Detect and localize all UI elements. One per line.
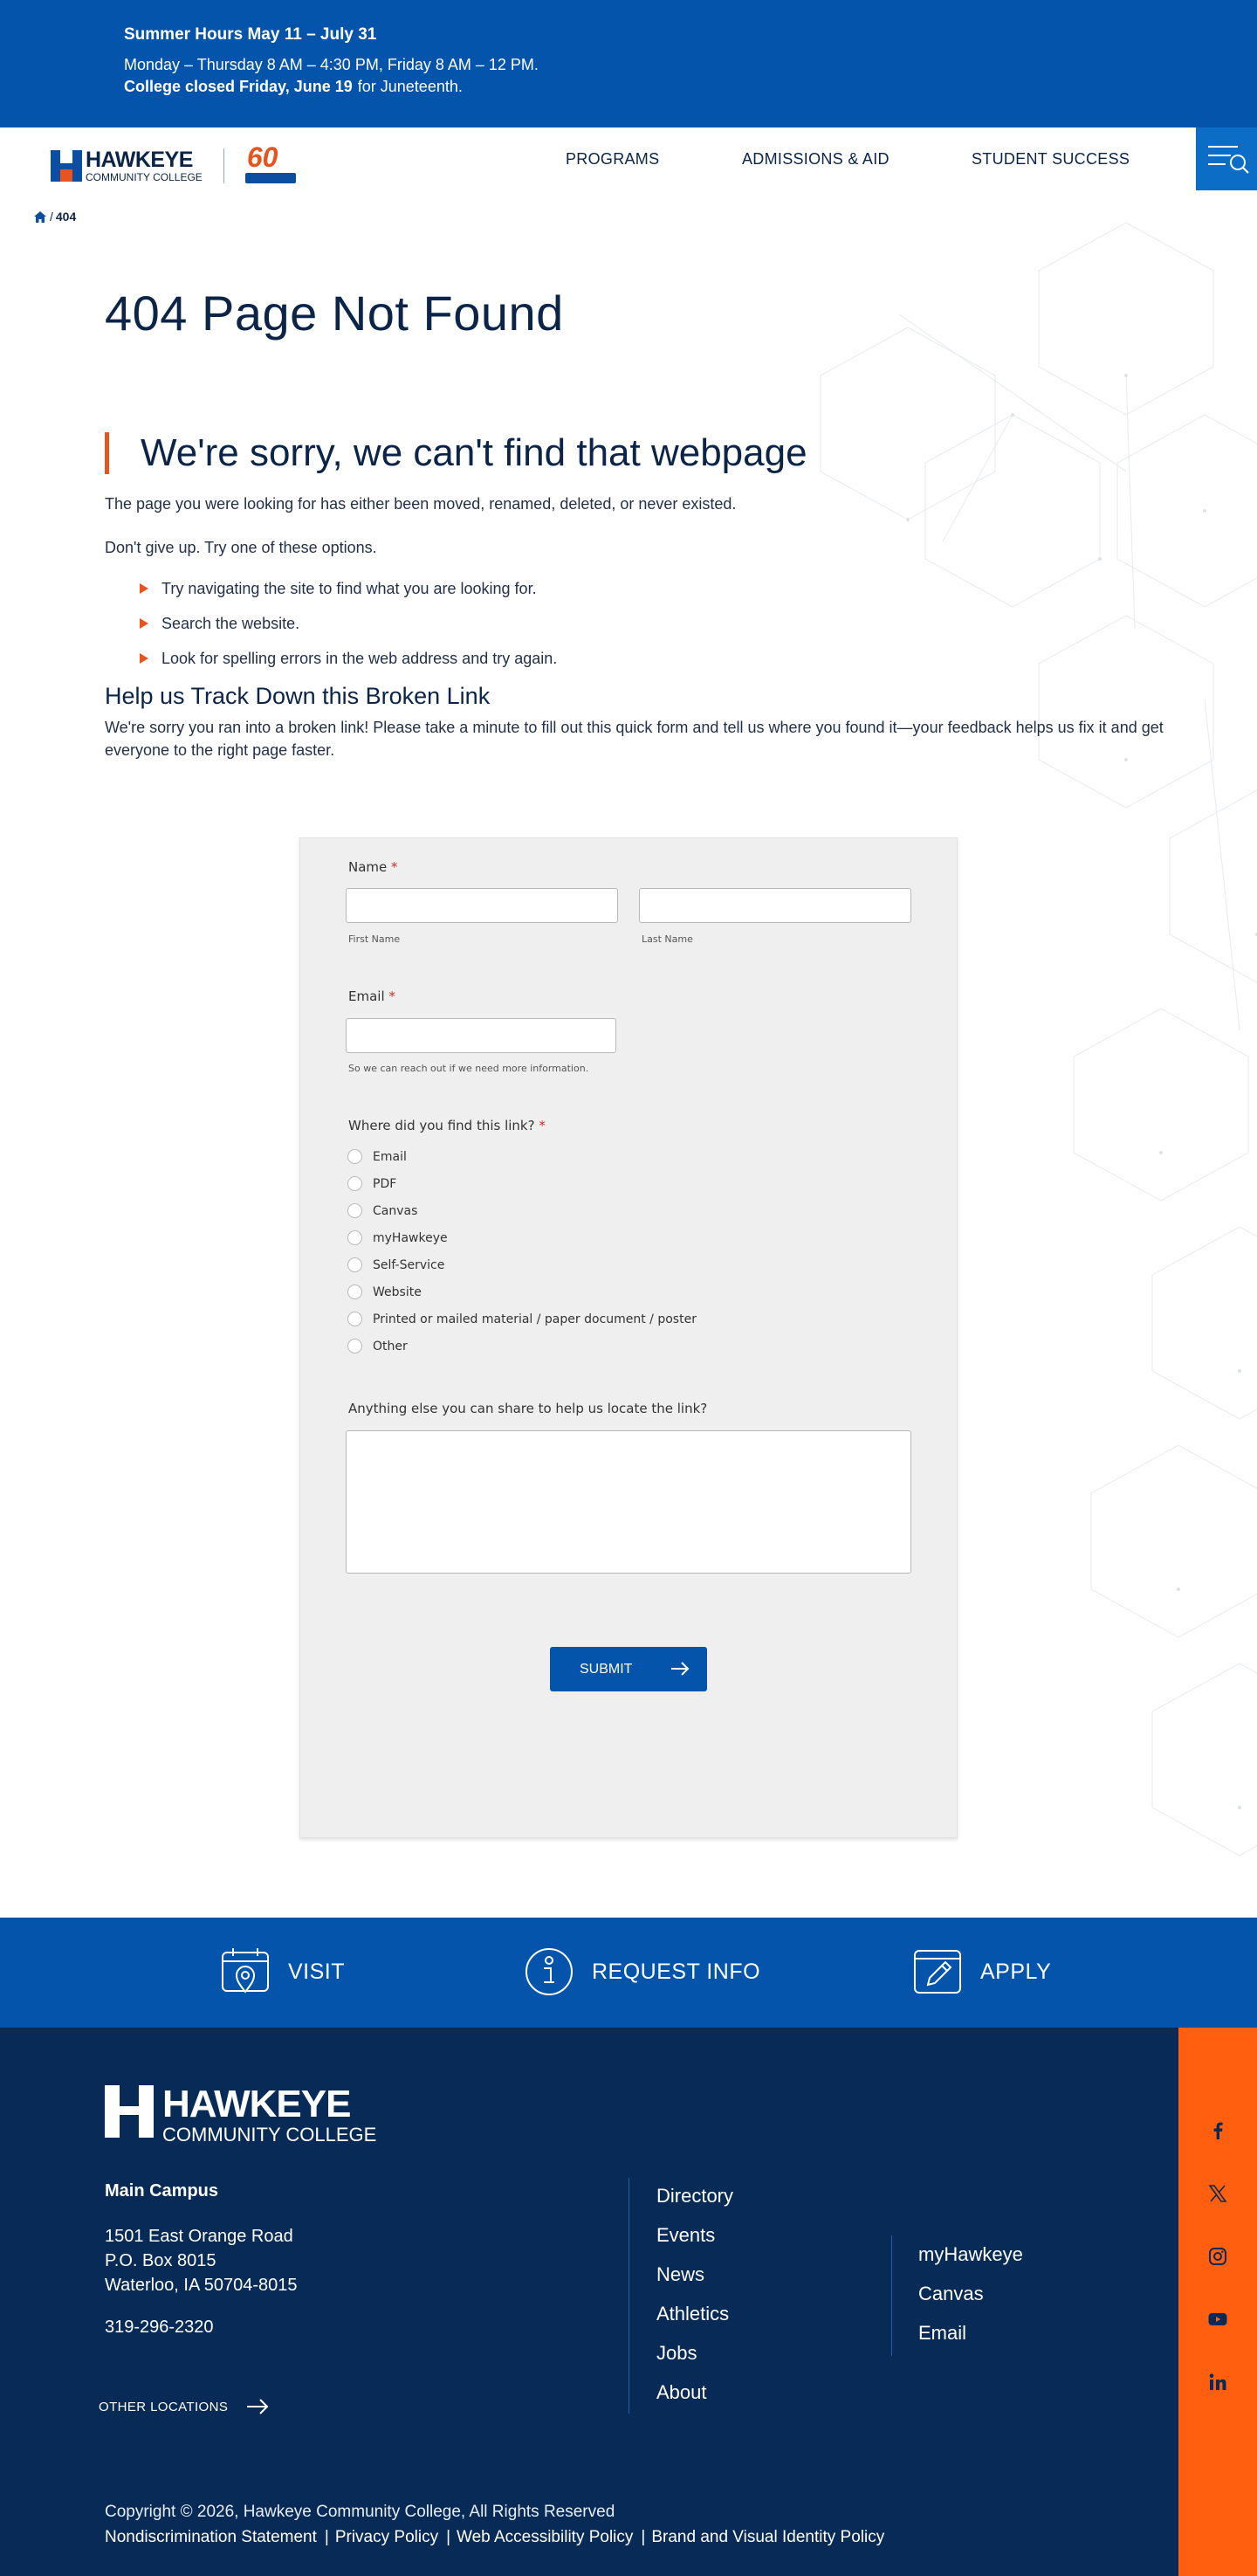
radio-other[interactable]: Other <box>347 1339 408 1353</box>
footer-link-events[interactable]: Events <box>656 2224 716 2246</box>
last-name-sublabel: Last Name <box>642 933 693 945</box>
arrow-right-icon <box>245 2398 270 2415</box>
nav-admissions-aid[interactable]: ADMISSIONS & AID <box>742 149 890 168</box>
youtube-icon[interactable] <box>1207 2309 1228 2330</box>
last-name-input[interactable] <box>639 888 911 923</box>
anniversary-badge <box>244 143 298 189</box>
apply-label: APPLY <box>980 1959 1052 1984</box>
radio-printed-material[interactable]: Printed or mailed material / paper document / poster <box>347 1312 697 1326</box>
pencil-edit-icon <box>912 1946 963 1997</box>
linkedin-icon[interactable] <box>1207 2372 1228 2393</box>
footer-divider <box>628 2178 629 2414</box>
logo-divider <box>223 148 224 183</box>
other-locations-link[interactable] <box>99 2398 270 2415</box>
visit-link[interactable] <box>220 1945 345 1999</box>
first-name-sublabel: First Name <box>348 933 401 945</box>
cta-band <box>0 1918 1257 2028</box>
email-input[interactable] <box>346 1018 616 1053</box>
x-icon[interactable] <box>1207 2183 1228 2204</box>
options-list <box>140 571 557 676</box>
breadcrumb-current: 404 <box>55 210 77 224</box>
footer-divider <box>891 2235 892 2356</box>
radio-email[interactable]: Email <box>347 1149 407 1164</box>
facebook-icon[interactable] <box>1207 2120 1228 2141</box>
info-icon <box>524 1946 574 1997</box>
instagram-icon[interactable] <box>1207 2246 1228 2267</box>
campus-phone[interactable]: 319-296-2320 <box>105 2318 214 2337</box>
breadcrumb <box>33 210 76 224</box>
intro-text: The page you were looking for has either been moved, renamed, deleted, or never existed. <box>105 495 737 513</box>
anything-else-label: Anything else you can share to help us locate the link? <box>348 1401 708 1416</box>
list-item: Look for spelling errors in the web address and try again. <box>140 641 557 676</box>
breadcrumb-separator: / <box>50 210 53 224</box>
site-footer <box>0 2028 1257 2576</box>
legal-link-accessibility[interactable]: Web Accessibility Policy <box>457 2528 634 2546</box>
footer-link-jobs[interactable]: Jobs <box>656 2342 697 2364</box>
announcement-closed-date: College closed Friday, June 19 <box>124 78 353 95</box>
menu-search-button[interactable] <box>1196 127 1257 190</box>
home-icon[interactable] <box>33 210 47 224</box>
email-label: Email * <box>348 988 395 1004</box>
anniversary-ribbon <box>245 173 296 183</box>
footer-logo-name: HAWKEYE <box>162 2083 351 2125</box>
list-item: Try navigating the site to find what you are looking for. <box>140 571 557 606</box>
footer-logo-mark-icon <box>105 2085 154 2138</box>
nav-student-success[interactable]: STUDENT SUCCESS <box>972 149 1130 168</box>
footer-link-directory[interactable]: Directory <box>656 2185 734 2207</box>
announcement-closed <box>124 76 1257 98</box>
help-heading: Help us Track Down this Broken Link <box>105 683 491 709</box>
footer-logo[interactable] <box>105 2085 376 2145</box>
email-sublabel: So we can reach out if we need more information. <box>348 1063 589 1074</box>
page-title: 404 Page Not Found <box>105 286 564 341</box>
college-logo[interactable] <box>51 143 298 189</box>
footer-link-myhawkeye[interactable]: myHawkeye <box>918 2243 1023 2265</box>
nav-programs[interactable]: PROGRAMS <box>566 149 660 168</box>
radio-self-service[interactable]: Self-Service <box>347 1257 444 1272</box>
footer-link-athletics[interactable]: Athletics <box>656 2303 730 2325</box>
announcement-closed-reason: for Juneteenth. <box>357 78 463 95</box>
radio-pdf[interactable]: PDF <box>347 1176 396 1191</box>
logo-subtitle: COMMUNITY COLLEGE <box>86 171 203 183</box>
copyright: Copyright © 2026, Hawkeye Community College, All Rights Reserved <box>105 2503 615 2521</box>
where-label: Where did you find this link? * <box>348 1118 546 1133</box>
announcement-bar <box>0 0 1257 127</box>
request-info-link[interactable] <box>524 1945 760 1999</box>
anniversary-number: 60 <box>246 141 278 173</box>
list-item: Search the website. <box>140 606 557 641</box>
site-header <box>0 127 1257 190</box>
footer-link-news[interactable]: News <box>656 2263 705 2285</box>
other-locations-label: OTHER LOCATIONS <box>99 2399 229 2414</box>
legal-link-brand[interactable]: Brand and Visual Identity Policy <box>651 2528 885 2546</box>
apply-link[interactable] <box>912 1945 1051 1999</box>
logo-name: HAWKEYE <box>86 148 193 172</box>
announcement-hours: Monday – Thursday 8 AM – 4:30 PM, Friday 8 AM – 12 PM. <box>124 56 539 73</box>
arrow-right-icon <box>670 1662 690 1676</box>
radio-website[interactable]: Website <box>347 1285 422 1299</box>
request-info-label: REQUEST INFO <box>592 1959 761 1984</box>
visit-label: VISIT <box>288 1959 346 1984</box>
announcement-title: Summer Hours May 11 – July 31 <box>124 25 377 44</box>
calendar-location-icon <box>220 1946 271 1997</box>
submit-label: SUBMIT <box>580 1661 633 1677</box>
name-label: Name * <box>348 859 398 875</box>
footer-link-email[interactable]: Email <box>918 2322 967 2344</box>
radio-myhawkeye[interactable]: myHawkeye <box>347 1230 448 1245</box>
legal-links: Nondiscrimination Statement | Privacy Policy | Web Accessibility Policy | Brand and Visual Identity Policy <box>105 2528 885 2546</box>
logo-mark-icon <box>51 150 82 182</box>
campus-address: 1501 East Orange Road P.O. Box 8015 Waterloo, IA 50704-8015 <box>105 2227 298 2295</box>
footer-link-canvas[interactable]: Canvas <box>918 2283 984 2304</box>
radio-canvas[interactable]: Canvas <box>347 1203 417 1218</box>
sorry-heading: We're sorry, we can't find that webpage <box>105 432 807 474</box>
broken-link-form <box>299 837 958 1838</box>
footer-logo-subtitle: COMMUNITY COLLEGE <box>162 2124 377 2146</box>
footer-link-about[interactable]: About <box>656 2381 707 2403</box>
anything-else-textarea[interactable] <box>346 1430 911 1574</box>
social-links-bar <box>1178 2028 1257 2576</box>
menu-search-icon <box>1196 127 1257 190</box>
first-name-input[interactable] <box>346 888 618 923</box>
campus-heading: Main Campus <box>105 2181 219 2201</box>
submit-button[interactable] <box>550 1647 707 1691</box>
legal-link-privacy[interactable]: Privacy Policy <box>334 2528 439 2546</box>
options-lead: Don't give up. Try one of these options. <box>105 539 377 556</box>
legal-link-nondiscrimination[interactable]: Nondiscrimination Statement <box>105 2528 317 2546</box>
help-text: We're sorry you ran into a broken link! Please take a minute to fill out this quick form and tell us where you found it—your feedback helps us fix it and get everyone to the right page faster. <box>105 719 1164 759</box>
